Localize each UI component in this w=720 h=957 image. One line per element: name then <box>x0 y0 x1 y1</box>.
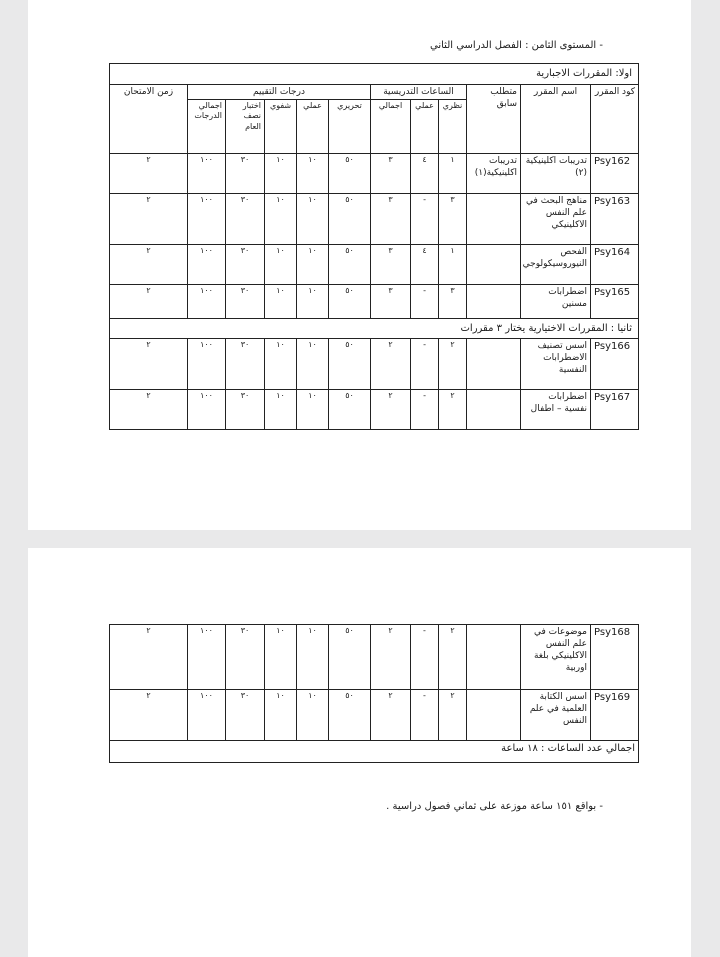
practical-hours: - <box>411 284 439 318</box>
total-hours: ٣ <box>371 244 411 284</box>
written-grade: ٥٠ <box>329 625 371 690</box>
document-page-1 <box>28 0 691 530</box>
theory-hours: ٣ <box>439 193 467 244</box>
course-name: اسس تصنيف الاضطرابات النفسية <box>521 339 591 390</box>
theory-hours: ٢ <box>439 390 467 430</box>
course-prereq <box>467 339 521 390</box>
midterm-grade: ٣٠ <box>226 390 265 430</box>
oral-grade: ١٠ <box>265 390 297 430</box>
total-hours-header: اجمالي <box>371 99 411 153</box>
course-name: مناهج البحث في علم النفس الاكلينيكي <box>521 193 591 244</box>
written-header: تحريري <box>329 99 371 153</box>
practical-hours: ٤ <box>411 153 439 193</box>
practical-grade: ١٠ <box>297 390 329 430</box>
theory-header: نظري <box>439 99 467 153</box>
midterm-grade: ٣٠ <box>226 244 265 284</box>
courses-table <box>109 63 639 430</box>
footer-note: - بواقع ١٥١ ساعة موزعة على ثماني فصول دراسية . <box>386 801 603 812</box>
total-grades: ١٠٠ <box>188 244 226 284</box>
course-prereq <box>467 193 521 244</box>
teaching-hours-header: الساعات التدريسية <box>371 84 467 99</box>
course-code: Psy165 <box>591 284 639 318</box>
course-prereq <box>467 390 521 430</box>
midterm-grade: ٣٠ <box>226 339 265 390</box>
midterm-grade: ٣٠ <box>226 284 265 318</box>
practical-grade-header: عملي <box>297 99 329 153</box>
course-prereq <box>467 284 521 318</box>
exam-time: ٢ <box>110 390 188 430</box>
course-row <box>110 153 639 193</box>
course-code: Psy162 <box>591 153 639 193</box>
written-grade: ٥٠ <box>329 690 371 741</box>
total-grades: ١٠٠ <box>188 284 226 318</box>
course-name: اسس الكتابة العلمية في علم النفس <box>521 690 591 741</box>
courses-table-continued <box>109 624 639 763</box>
total-hours: ٣ <box>371 284 411 318</box>
oral-grade: ١٠ <box>265 153 297 193</box>
code-header: كود المقرر <box>591 84 639 153</box>
practical-hours: - <box>411 390 439 430</box>
total-grades-header: اجمالي الدرجات <box>188 99 226 153</box>
midterm-grade: ٣٠ <box>226 193 265 244</box>
prereq-header: متطلب سابق <box>467 84 521 153</box>
level-heading: - المستوى الثامن : الفصل الدراسي الثاني <box>430 40 603 51</box>
practical-grade: ١٠ <box>297 284 329 318</box>
oral-grade: ١٠ <box>265 244 297 284</box>
practical-header: عملي <box>411 99 439 153</box>
practical-grade: ١٠ <box>297 193 329 244</box>
exam-time: ٢ <box>110 244 188 284</box>
written-grade: ٥٠ <box>329 153 371 193</box>
exam-time-header: زمن الامتحان <box>110 84 188 153</box>
course-code: Psy164 <box>591 244 639 284</box>
course-prereq <box>467 625 521 690</box>
course-name: اضطرابات مسنين <box>521 284 591 318</box>
total-grades: ١٠٠ <box>188 390 226 430</box>
total-grades: ١٠٠ <box>188 193 226 244</box>
total-hours-summary: اجمالي عدد الساعات : ١٨ ساعة <box>110 741 639 763</box>
oral-header: شفوي <box>265 99 297 153</box>
exam-time: ٢ <box>110 153 188 193</box>
course-name: تدريبات اكلينيكية (٢) <box>521 153 591 193</box>
exam-time: ٢ <box>110 193 188 244</box>
exam-time: ٢ <box>110 690 188 741</box>
total-grades: ١٠٠ <box>188 690 226 741</box>
total-hours: ٢ <box>371 339 411 390</box>
course-row <box>110 244 639 284</box>
course-row <box>110 339 639 390</box>
total-hours: ٣ <box>371 193 411 244</box>
exam-time: ٢ <box>110 284 188 318</box>
grades-header: درجات التقييم <box>188 84 371 99</box>
total-grades: ١٠٠ <box>188 625 226 690</box>
course-row <box>110 390 639 430</box>
midterm-grade: ٣٠ <box>226 690 265 741</box>
course-name: اضطرابات نفسية – اطفال <box>521 390 591 430</box>
practical-grade: ١٠ <box>297 244 329 284</box>
course-row <box>110 625 639 690</box>
written-grade: ٥٠ <box>329 244 371 284</box>
midterm-header: اختبار نصف العام <box>226 99 265 153</box>
course-code: Psy163 <box>591 193 639 244</box>
document-page-2 <box>28 548 691 957</box>
theory-hours: ٢ <box>439 625 467 690</box>
theory-hours: ٢ <box>439 339 467 390</box>
course-row <box>110 193 639 244</box>
total-hours: ٣ <box>371 153 411 193</box>
course-row <box>110 690 639 741</box>
theory-hours: ١ <box>439 153 467 193</box>
course-code: Psy166 <box>591 339 639 390</box>
oral-grade: ١٠ <box>265 193 297 244</box>
practical-hours: - <box>411 193 439 244</box>
practical-hours: ٤ <box>411 244 439 284</box>
midterm-grade: ٣٠ <box>226 625 265 690</box>
course-code: Psy169 <box>591 690 639 741</box>
theory-hours: ٢ <box>439 690 467 741</box>
elective-section-title: ثانيا : المقررات الاختيارية يختار ٣ مقررات <box>110 318 639 339</box>
total-hours: ٢ <box>371 690 411 741</box>
written-grade: ٥٠ <box>329 193 371 244</box>
practical-hours: - <box>411 625 439 690</box>
theory-hours: ١ <box>439 244 467 284</box>
total-grades: ١٠٠ <box>188 153 226 193</box>
name-header: اسم المقرر <box>521 84 591 153</box>
course-prereq: تدريبات اكلينيكية(١) <box>467 153 521 193</box>
course-name: موضوعات في علم النفس الاكلينيكي بلغة اوربية <box>521 625 591 690</box>
oral-grade: ١٠ <box>265 339 297 390</box>
mandatory-section-title: اولا: المقررات الاجبارية <box>110 64 639 85</box>
practical-grade: ١٠ <box>297 690 329 741</box>
course-name: الفحص النيوروسيكولوجي <box>521 244 591 284</box>
course-prereq <box>467 690 521 741</box>
practical-grade: ١٠ <box>297 625 329 690</box>
course-code: Psy167 <box>591 390 639 430</box>
midterm-grade: ٣٠ <box>226 153 265 193</box>
practical-hours: - <box>411 690 439 741</box>
practical-hours: - <box>411 339 439 390</box>
written-grade: ٥٠ <box>329 339 371 390</box>
oral-grade: ١٠ <box>265 625 297 690</box>
written-grade: ٥٠ <box>329 390 371 430</box>
course-row <box>110 284 639 318</box>
practical-grade: ١٠ <box>297 153 329 193</box>
theory-hours: ٣ <box>439 284 467 318</box>
practical-grade: ١٠ <box>297 339 329 390</box>
total-hours: ٢ <box>371 625 411 690</box>
oral-grade: ١٠ <box>265 284 297 318</box>
exam-time: ٢ <box>110 625 188 690</box>
total-grades: ١٠٠ <box>188 339 226 390</box>
course-prereq <box>467 244 521 284</box>
course-code: Psy168 <box>591 625 639 690</box>
written-grade: ٥٠ <box>329 284 371 318</box>
exam-time: ٢ <box>110 339 188 390</box>
oral-grade: ١٠ <box>265 690 297 741</box>
total-hours: ٢ <box>371 390 411 430</box>
